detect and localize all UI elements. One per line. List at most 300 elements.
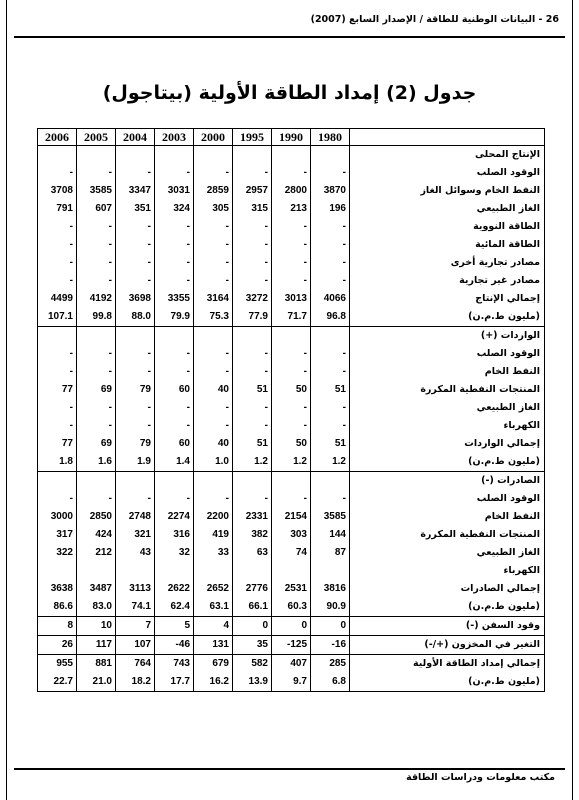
table-row (38, 236, 545, 254)
table-cell: 13.9 (233, 673, 272, 692)
table-cell (77, 146, 116, 165)
table-cell: 35 (233, 636, 272, 655)
row-label: الكهرباء (350, 562, 545, 580)
table-cell: 66.1 (233, 598, 272, 617)
footer-divider (14, 768, 565, 770)
table-cell: 51 (311, 381, 350, 399)
table-cell: -46 (155, 636, 194, 655)
table-cell: 17.7 (155, 673, 194, 692)
table-row (38, 146, 545, 165)
table-cell (116, 327, 155, 346)
table-cell: 79.9 (155, 308, 194, 327)
energy-supply-table (37, 128, 545, 692)
table-row (38, 544, 545, 562)
table-cell: 33 (194, 544, 233, 562)
table-row (38, 453, 545, 472)
table-cell: 743 (155, 655, 194, 674)
table-cell (38, 562, 77, 580)
label-header (350, 129, 545, 146)
table-cell: 3585 (311, 508, 350, 526)
table-cell: - (311, 345, 350, 363)
table-cell: 212 (77, 544, 116, 562)
table-cell: 2154 (272, 508, 311, 526)
table-cell: 62.4 (155, 598, 194, 617)
table-cell: 4499 (38, 290, 77, 308)
table-cell (38, 146, 77, 165)
table-cell: 679 (194, 655, 233, 674)
table-cell: 1.2 (272, 453, 311, 472)
row-label: التغير في المخزون (+/-) (350, 636, 545, 655)
table-cell: 2652 (194, 580, 233, 598)
table-cell: - (77, 164, 116, 182)
table-cell: - (116, 417, 155, 435)
table-cell: 9.7 (272, 673, 311, 692)
table-row (38, 617, 545, 636)
table-cell: - (155, 363, 194, 381)
table-cell: 88.0 (116, 308, 155, 327)
table-cell: 79 (116, 435, 155, 453)
table-cell: 1.2 (311, 453, 350, 472)
table-cell (311, 327, 350, 346)
table-cell: - (116, 164, 155, 182)
table-cell: - (194, 164, 233, 182)
table-cell: 316 (155, 526, 194, 544)
table-cell: 3013 (272, 290, 311, 308)
table-row (38, 363, 545, 381)
table-cell: 0 (311, 617, 350, 636)
table-cell: 50 (272, 435, 311, 453)
table-cell: 10 (77, 617, 116, 636)
table-cell: 69 (77, 381, 116, 399)
table-cell: 26 (38, 636, 77, 655)
year-header-1995: 1995 (233, 129, 272, 146)
table-cell (116, 472, 155, 491)
table-cell: - (311, 363, 350, 381)
table-cell: - (38, 218, 77, 236)
table-cell: - (38, 272, 77, 290)
table-row (38, 472, 545, 491)
row-label: (مليون ط.م.ن) (350, 598, 545, 617)
table-cell: 1.8 (38, 453, 77, 472)
table-cell (272, 327, 311, 346)
table-cell (116, 562, 155, 580)
table-cell: 2748 (116, 508, 155, 526)
table-cell: - (272, 218, 311, 236)
table-cell: 3164 (194, 290, 233, 308)
row-label: الكهرباء (350, 417, 545, 435)
table-cell (311, 472, 350, 491)
table-cell: 96.8 (311, 308, 350, 327)
table-cell: 117 (77, 636, 116, 655)
table-cell: 1.2 (233, 453, 272, 472)
table-cell: - (77, 272, 116, 290)
table-cell: 43 (116, 544, 155, 562)
row-label: إجمالي إمداد الطاقة الأولية (350, 655, 545, 674)
table-cell: -125 (272, 636, 311, 655)
table-row (38, 636, 545, 655)
table-cell: - (194, 345, 233, 363)
table-cell: 2957 (233, 182, 272, 200)
table-cell: 382 (233, 526, 272, 544)
table-cell (194, 146, 233, 165)
table-cell: - (38, 417, 77, 435)
year-header-2004: 2004 (116, 129, 155, 146)
table-cell: 322 (38, 544, 77, 562)
table-cell (77, 327, 116, 346)
table-cell: 2200 (194, 508, 233, 526)
table-cell: 107.1 (38, 308, 77, 327)
table-cell (38, 472, 77, 491)
table-row (38, 490, 545, 508)
table-cell: 60 (155, 435, 194, 453)
table-cell: 51 (311, 435, 350, 453)
table-cell (311, 562, 350, 580)
table-cell: 419 (194, 526, 233, 544)
table-row (38, 562, 545, 580)
table-cell (311, 146, 350, 165)
table-cell: - (233, 218, 272, 236)
table-cell: - (155, 218, 194, 236)
year-header-2006: 2006 (38, 129, 77, 146)
table-row (38, 526, 545, 544)
table-cell (77, 472, 116, 491)
year-header-2000: 2000 (194, 129, 233, 146)
table-row (38, 435, 545, 453)
table-cell: 2850 (77, 508, 116, 526)
table-cell: 77 (38, 381, 77, 399)
table-cell: 86.6 (38, 598, 77, 617)
row-label: الطاقة المائية (350, 236, 545, 254)
table-cell: 60 (155, 381, 194, 399)
table-cell: - (77, 490, 116, 508)
table-cell: 2531 (272, 580, 311, 598)
row-label: مصادر غير تجارية (350, 272, 545, 290)
table-cell: - (311, 218, 350, 236)
row-label: الواردات (+) (350, 327, 545, 346)
table-cell: - (272, 363, 311, 381)
table-cell: 791 (38, 200, 77, 218)
table-row (38, 327, 545, 346)
row-label: وقود السفن (-) (350, 617, 545, 636)
table-cell: 40 (194, 381, 233, 399)
table-cell: 8 (38, 617, 77, 636)
table-row (38, 673, 545, 692)
table-cell: 4192 (77, 290, 116, 308)
table-cell: 32 (155, 544, 194, 562)
table-cell: 74.1 (116, 598, 155, 617)
table-cell: - (155, 345, 194, 363)
table-cell: - (38, 345, 77, 363)
table-row (38, 399, 545, 417)
page-right-border (572, 0, 573, 800)
table-cell: 213 (272, 200, 311, 218)
table-cell: - (116, 272, 155, 290)
table-cell: - (116, 218, 155, 236)
table-cell: 63.1 (194, 598, 233, 617)
table-cell: 881 (77, 655, 116, 674)
table-cell: - (272, 417, 311, 435)
table-cell: 196 (311, 200, 350, 218)
table-cell: 324 (155, 200, 194, 218)
table-cell: - (233, 236, 272, 254)
table-row (38, 272, 545, 290)
table-cell (194, 327, 233, 346)
year-header-2003: 2003 (155, 129, 194, 146)
table-cell: 303 (272, 526, 311, 544)
row-label: الوقود الصلب (350, 164, 545, 182)
table-row (38, 290, 545, 308)
header-divider (14, 36, 565, 38)
table-cell: - (155, 236, 194, 254)
table-cell: 63 (233, 544, 272, 562)
table-cell: - (311, 164, 350, 182)
table-cell: 75.3 (194, 308, 233, 327)
table-cell: - (155, 399, 194, 417)
table-cell: - (233, 417, 272, 435)
table-cell: - (233, 345, 272, 363)
table-cell: -16 (311, 636, 350, 655)
table-cell: - (116, 363, 155, 381)
year-header-2005: 2005 (77, 129, 116, 146)
table-cell: 40 (194, 435, 233, 453)
page-footer: مكتب معلومات ودراسات الطاقة (406, 772, 555, 783)
row-label: إجمالي الإنتاج (350, 290, 545, 308)
table-cell: - (116, 345, 155, 363)
table-cell: 21.0 (77, 673, 116, 692)
table-cell: - (155, 272, 194, 290)
table-cell: 4066 (311, 290, 350, 308)
table-cell: 285 (311, 655, 350, 674)
table-cell: 7 (116, 617, 155, 636)
row-label: إجمالي الواردات (350, 435, 545, 453)
row-label: النفط الخام (350, 363, 545, 381)
table-cell: - (311, 272, 350, 290)
year-header-1980: 1980 (311, 129, 350, 146)
row-label: الوقود الصلب (350, 345, 545, 363)
table-cell: - (38, 236, 77, 254)
table-cell (194, 562, 233, 580)
table-cell: - (272, 272, 311, 290)
table-cell: - (272, 236, 311, 254)
table-cell: 3031 (155, 182, 194, 200)
table-cell: - (194, 399, 233, 417)
table-cell: 6.8 (311, 673, 350, 692)
table-cell: 3816 (311, 580, 350, 598)
table-cell: - (116, 254, 155, 272)
row-label: الطاقة النووية (350, 218, 545, 236)
table-cell (272, 472, 311, 491)
table-cell: 79 (116, 381, 155, 399)
table-cell: - (155, 164, 194, 182)
table-cell: 582 (233, 655, 272, 674)
table-cell: - (311, 417, 350, 435)
table-row (38, 254, 545, 272)
table-cell: 0 (272, 617, 311, 636)
table-cell: - (233, 399, 272, 417)
table-row (38, 417, 545, 435)
year-header-1990: 1990 (272, 129, 311, 146)
row-label: (مليون ط.م.ن) (350, 673, 545, 692)
table-cell (272, 146, 311, 165)
table-cell: 3113 (116, 580, 155, 598)
table-cell: - (272, 399, 311, 417)
table-cell: - (194, 490, 233, 508)
table-cell: - (194, 272, 233, 290)
row-label: النفط الخام (350, 508, 545, 526)
table-cell: 1.9 (116, 453, 155, 472)
table-cell: - (233, 363, 272, 381)
row-label: الصادرات (-) (350, 472, 545, 491)
table-cell: 74 (272, 544, 311, 562)
table-cell: 51 (233, 435, 272, 453)
table-cell: - (272, 345, 311, 363)
table-cell (77, 562, 116, 580)
table-cell: 5 (155, 617, 194, 636)
table-cell: 1.6 (77, 453, 116, 472)
table-cell: 3585 (77, 182, 116, 200)
table-cell (116, 146, 155, 165)
table-cell (233, 472, 272, 491)
table-cell: - (194, 236, 233, 254)
table-cell: 0 (233, 617, 272, 636)
table-cell: 407 (272, 655, 311, 674)
table-cell: - (155, 490, 194, 508)
table-cell: 77 (38, 435, 77, 453)
table-row (38, 200, 545, 218)
table-cell: 3698 (116, 290, 155, 308)
table-cell: 3638 (38, 580, 77, 598)
table-cell: 764 (116, 655, 155, 674)
table-cell: 107 (116, 636, 155, 655)
table-cell: 50 (272, 381, 311, 399)
table-cell: - (272, 490, 311, 508)
table-cell: - (272, 164, 311, 182)
table-cell (155, 146, 194, 165)
row-label: (مليون ط.م.ن) (350, 308, 545, 327)
table-row (38, 655, 545, 674)
table-cell: 69 (77, 435, 116, 453)
table-cell: 144 (311, 526, 350, 544)
table-row (38, 598, 545, 617)
table-cell: 3000 (38, 508, 77, 526)
table-row (38, 218, 545, 236)
table-cell: 2331 (233, 508, 272, 526)
table-cell: - (77, 417, 116, 435)
table-cell: - (116, 490, 155, 508)
table-cell: - (38, 490, 77, 508)
row-label: الوقود الصلب (350, 490, 545, 508)
row-label: إجمالي الصادرات (350, 580, 545, 598)
table-cell: - (194, 417, 233, 435)
table-cell: 3870 (311, 182, 350, 200)
table-cell (155, 472, 194, 491)
table-row (38, 345, 545, 363)
table-cell: 131 (194, 636, 233, 655)
table-row (38, 508, 545, 526)
table-cell: - (233, 164, 272, 182)
table-cell: - (194, 218, 233, 236)
table-cell: - (77, 254, 116, 272)
table-cell: - (77, 218, 116, 236)
table-cell: - (38, 399, 77, 417)
table-cell: - (155, 417, 194, 435)
row-label: مصادر تجارية أخرى (350, 254, 545, 272)
table-cell: - (38, 164, 77, 182)
table-cell: 321 (116, 526, 155, 544)
table-cell: - (38, 254, 77, 272)
table-cell: 87 (311, 544, 350, 562)
table-cell: - (233, 272, 272, 290)
table-cell: 607 (77, 200, 116, 218)
table-title: جدول (2) إمداد الطاقة الأولية (بيتاجول) (102, 82, 477, 104)
table-cell: - (311, 490, 350, 508)
row-label: الغاز الطبيعي (350, 544, 545, 562)
row-label: النفط الخام وسوائل الغاز (350, 182, 545, 200)
table-cell: 315 (233, 200, 272, 218)
table-cell: 22.7 (38, 673, 77, 692)
table-cell: 3708 (38, 182, 77, 200)
table-cell: 2274 (155, 508, 194, 526)
table-cell: - (77, 363, 116, 381)
table-cell (233, 146, 272, 165)
table-row (38, 182, 545, 200)
table-cell: 2776 (233, 580, 272, 598)
table-cell: 83.0 (77, 598, 116, 617)
table-cell: - (77, 236, 116, 254)
table-cell: 51 (233, 381, 272, 399)
table-row (38, 308, 545, 327)
table-row (38, 580, 545, 598)
table-cell: 3347 (116, 182, 155, 200)
table-cell: - (272, 254, 311, 272)
table-cell (233, 562, 272, 580)
table-cell: - (77, 399, 116, 417)
table-cell (272, 562, 311, 580)
table-cell: 2622 (155, 580, 194, 598)
table-cell: - (311, 399, 350, 417)
page-header: 26 - البيانات الوطنية للطاقة / الإصدار السابع (2007) (310, 14, 559, 25)
table-cell: 77.9 (233, 308, 272, 327)
table-cell: - (77, 345, 116, 363)
row-label: (مليون ط.م.ن) (350, 453, 545, 472)
table-cell: - (194, 363, 233, 381)
table-cell: 60.3 (272, 598, 311, 617)
table-cell: 2859 (194, 182, 233, 200)
table-cell: 90.9 (311, 598, 350, 617)
table-cell (155, 562, 194, 580)
table-cell: 1.0 (194, 453, 233, 472)
table-cell: 2800 (272, 182, 311, 200)
table-cell: - (155, 254, 194, 272)
table-cell: 305 (194, 200, 233, 218)
table-cell: - (311, 236, 350, 254)
row-label: المنتجات النفطية المكررة (350, 526, 545, 544)
table-cell (233, 327, 272, 346)
row-label: الإنتاج المحلى (350, 146, 545, 165)
table-cell: 18.2 (116, 673, 155, 692)
table-cell: 4 (194, 617, 233, 636)
table-cell: 3487 (77, 580, 116, 598)
table-row (38, 381, 545, 399)
table-cell: - (38, 363, 77, 381)
page-left-border (6, 0, 7, 800)
table-cell (38, 327, 77, 346)
table-cell (155, 327, 194, 346)
row-label: الغاز الطبيعي (350, 399, 545, 417)
table-cell: 71.7 (272, 308, 311, 327)
table-cell: 317 (38, 526, 77, 544)
table-cell: - (116, 399, 155, 417)
